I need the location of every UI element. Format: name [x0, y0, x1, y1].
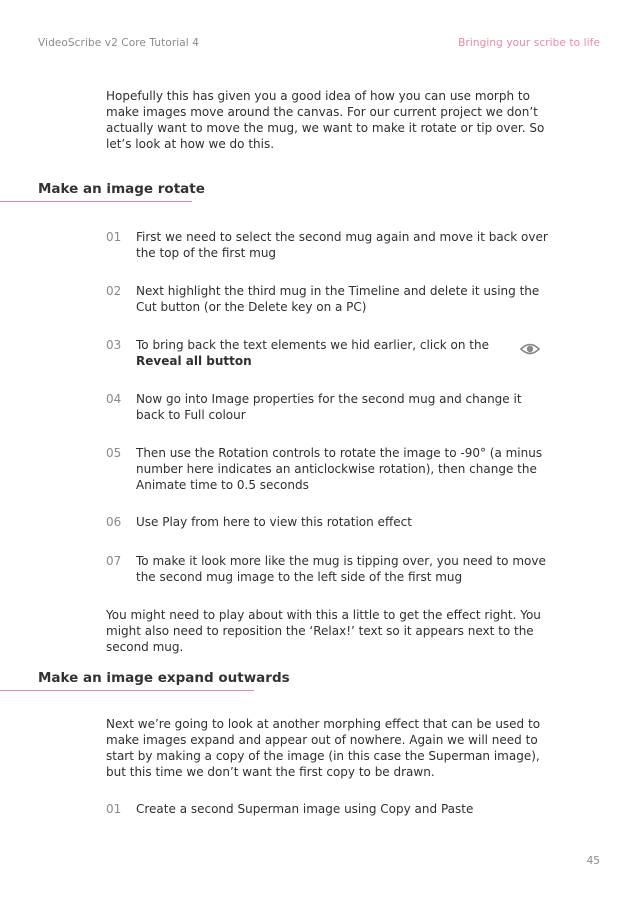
step-text: Create a second Superman image using Copy and Paste	[136, 802, 474, 816]
step-text: Now go into Image properties for the second mug and change it back to Full colour	[136, 392, 522, 422]
step-text	[136, 337, 506, 369]
section-rule	[0, 201, 192, 202]
closing-paragraph: You might need to play about with this a little to get the effect right. You might also need to reposition the ‘Relax!’ text so it appears next to the second mug.	[106, 608, 541, 654]
document-title: VideoScribe v2 Core Tutorial 4	[38, 37, 200, 49]
step-number: 01	[106, 230, 122, 244]
step-number: 01	[106, 802, 122, 816]
section-heading-rotate: Make an image rotate	[38, 181, 205, 197]
step-number: 02	[106, 284, 122, 298]
step-text: Then use the Rotation controls to rotate the image to -90° (a minus number here indicates an anticlockwise rotation), then change the Animate time to 0.5 seconds	[136, 446, 543, 492]
step-text: Use Play from here to view this rotation effect	[136, 515, 412, 529]
section-rule	[0, 690, 254, 691]
step-text: Next highlight the third mug in the Timeline and delete it using the Cut button (or the Delete key on a PC)	[136, 284, 540, 314]
step-number: 06	[106, 515, 122, 529]
reveal-all-label: Reveal all button	[136, 354, 252, 368]
step-text: First we need to select the second mug again and move it back over the top of the first mug	[136, 230, 548, 260]
step-number: 03	[106, 338, 122, 352]
step-number: 04	[106, 392, 122, 406]
step-number: 05	[106, 446, 122, 460]
section-title: Bringing your scribe to life	[458, 37, 600, 49]
eye-icon	[519, 339, 541, 359]
intro-paragraph: Hopefully this has given you a good idea of how you can use morph to make images move around the canvas. For our current project we don’t actually want to move the mug, we want to make it rotate or tip over. So let’s look at how we do this.	[106, 89, 545, 151]
section-heading-expand: Make an image expand outwards	[38, 670, 290, 686]
step-text-plain: To bring back the text elements we hid earlier, click on the	[136, 338, 490, 352]
section2-intro-paragraph: Next we’re going to look at another morphing effect that can be used to make images expand and appear out of nowhere. Again we will need to start by making a copy of the image (in this case the Superman image), but this time we don’t want the first copy to be drawn.	[106, 717, 541, 779]
page-number: 45	[586, 855, 600, 867]
step-text: To make it look more like the mug is tipping over, you need to move the second mug image to the left side of the first mug	[136, 554, 546, 584]
step-number: 07	[106, 554, 122, 568]
